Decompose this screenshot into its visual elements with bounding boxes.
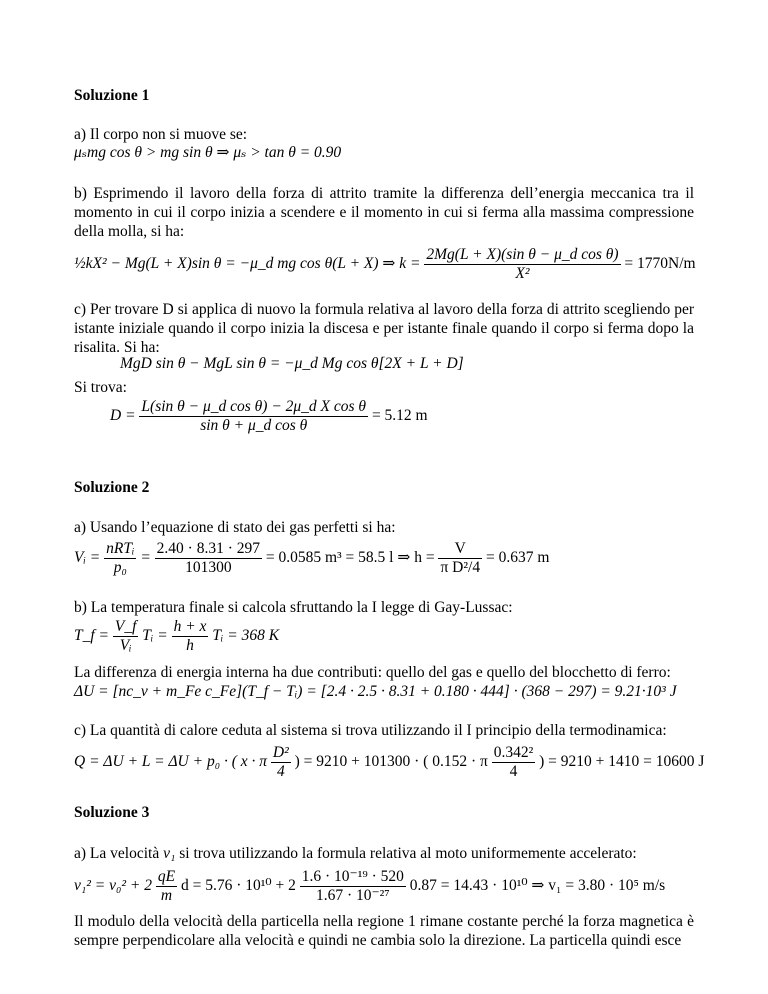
s2-a-eq-num2: 2.40 · 8.31 · 297: [156, 540, 260, 557]
s2-a-eq-left: Vᵢ =: [74, 549, 101, 567]
s2-b-eq-left: T_f =: [74, 627, 110, 645]
s2-a-eq-h-den: π D²/4: [440, 559, 481, 576]
s2-c-eq-left: Q = ΔU + L = ΔU + p₀ · ( x · π: [74, 753, 268, 771]
s1-b-eq-result: = 1770N/m: [624, 255, 696, 273]
section-title-2: Soluzione 2: [74, 479, 150, 496]
s2-c-eq-n1: D²: [272, 744, 289, 761]
s3-a-eq-n2: 1.6 · 10⁻¹⁹ · 520: [301, 868, 404, 885]
s1-b-eq-fraction: [424, 246, 620, 283]
s1-c-eq2-numerator: L(sin θ − μ_d cos θ) − 2μ_d X cos θ: [141, 398, 367, 415]
s2-c-eq-mid: ) = 9210 + 101300 · ( 0.152 · π: [294, 753, 488, 771]
s2-c-eq-res: ) = 9210 + 1410 = 10600 J: [539, 753, 705, 771]
s2-a-eq-frac-h: [438, 540, 482, 577]
s1-a-text: a) Il corpo non si muove se:: [74, 126, 248, 143]
s2-a-eq-den1: p₀: [113, 559, 127, 576]
s1-c-eq2-denominator: sin θ + μ_d cos θ: [200, 417, 308, 434]
s2-a-eq-res: = 0.0585 m³ = 58.5 l ⇒ h =: [265, 549, 435, 567]
s2-a-eq-frac1: [104, 540, 136, 577]
s1-b-eq-numerator: 2Mg(L + X)(sin θ − μ_d cos θ): [426, 246, 619, 263]
s2-b-eq-d1: Vᵢ: [119, 637, 132, 654]
s2-a-eq-mid: =: [140, 549, 151, 567]
s1-c-eq2-left: D =: [110, 407, 136, 425]
s3-a-text-2: Il modulo della velocità della particella nella regione 1 rimane costante perché la forza magnetica è sempre perpendicolare alla velocità e quindi ne cambia solo la direzione. La particella quindi esce: [74, 913, 694, 949]
s2-b-eq-d2: h: [186, 637, 194, 654]
s2-b-eq-frac1: [113, 618, 139, 655]
s2-b-eq-n2: h + x: [173, 618, 207, 635]
s3-a-eq-n1: qE: [157, 868, 176, 885]
s2-c-eq-d1: 4: [276, 763, 285, 780]
s3-a-eq-mid: d = 5.76 · 10¹⁰ + 2: [180, 877, 296, 895]
s3-a-equation: [74, 868, 665, 905]
s3-a-eq-res: 0.87 = 14.43 · 10¹⁰ ⇒ v₁ = 3.80 · 10⁵ m/s: [409, 877, 666, 895]
s2-b-equation: [74, 618, 279, 655]
s3-a-text-post: si trova utilizzando la formula relativa al moto uniformemente accelerato:: [175, 845, 637, 862]
s3-a-text: [74, 844, 637, 863]
s1-b-eq-denominator: X²: [515, 265, 530, 282]
s1-b-text: b) Esprimendo il lavoro della forza di attrito tramite la differenza dell’energia meccanica tra il momento in cui il corpo inizia a scendere e il momento in cui si ferma alla massima compressione della molla, si ha:: [74, 185, 694, 240]
s3-a-eq-frac2: [300, 868, 406, 905]
s2-a-eq-frac2: [155, 540, 262, 577]
s2-b-text-2: La differenza di energia interna ha due contributi: quello del gas e quello del blocchetto di ferro:: [74, 664, 671, 681]
s2-c-eq-d2: 4: [509, 763, 518, 780]
s3-a-eq-frac1: [156, 868, 177, 905]
s3-a-eq-left: v₁² = v₀² + 2: [74, 877, 152, 895]
s2-c-eq-frac2: [492, 744, 536, 781]
s1-c-equation-2: [110, 398, 428, 435]
s2-a-text: a) Usando l’equazione di stato dei gas perfetti si ha:: [74, 519, 396, 536]
section-title-1: Soluzione 1: [74, 87, 150, 104]
s1-c-equation-1: MgD sin θ − MgL sin θ = −μ_d Mg cos θ[2X + L + D]: [120, 355, 464, 372]
s2-b-equation-2: ΔU = [nc_v + m_Fe c_Fe](T_f − Tᵢ) = [2.4 · 2.5 · 8.31 + 0.180 · 444] · (368 − 297) = 9.21·10³ J: [74, 683, 677, 700]
s2-b-eq-res: Tᵢ = 368 K: [212, 627, 280, 645]
s2-c-text: c) La quantità di calore ceduta al sistema si trova utilizzando il I principio della termodinamica:: [74, 722, 667, 739]
s1-b-eq-left: ½kX² − Mg(L + X)sin θ = −μ_d mg cos θ(L + X) ⇒ k =: [74, 255, 421, 273]
section-title-3: Soluzione 3: [74, 804, 150, 821]
s1-c-eq2-fraction: [139, 398, 368, 435]
s2-c-equation: [74, 744, 704, 781]
s1-a-equation: μₛmg cos θ > mg sin θ ⇒ μₛ > tan θ = 0.90: [74, 144, 342, 161]
s1-c-si-trova: Si trova:: [74, 379, 127, 396]
s1-b-equation: [74, 246, 696, 283]
s3-a-text-var: v₁: [163, 845, 176, 862]
s2-b-text: b) La temperatura finale si calcola sfruttando la I legge di Gay-Lussac:: [74, 599, 513, 616]
s2-b-eq-n1: V_f: [114, 618, 137, 635]
s3-a-eq-d2: 1.67 · 10⁻²⁷: [315, 887, 390, 904]
s2-c-eq-n2: 0.342²: [493, 744, 534, 761]
s3-a-text-pre: a) La velocità: [74, 845, 164, 862]
s2-b-eq-mid: Tᵢ =: [142, 627, 168, 645]
s2-a-eq-h-num: V: [438, 540, 482, 559]
s2-b-eq-frac2: [172, 618, 209, 655]
s2-c-eq-frac1: [271, 744, 291, 781]
s1-c-text: c) Per trovare D si applica di nuovo la formula relativa al lavoro della forza di attrito scegliendo per istante iniziale quando il corpo inizia la discesa e per istante finale quando il corpo si ferma dopo la risalita. Si ha:: [74, 301, 694, 356]
s2-a-eq-num1: nRTᵢ: [106, 540, 135, 557]
s3-a-eq-d1: m: [160, 887, 173, 904]
s2-a-eq-den2: 101300: [185, 559, 232, 576]
s2-a-equation: [74, 540, 549, 577]
s2-a-eq-h-res: = 0.637 m: [485, 549, 550, 567]
s1-c-eq2-result: = 5.12 m: [371, 407, 428, 425]
